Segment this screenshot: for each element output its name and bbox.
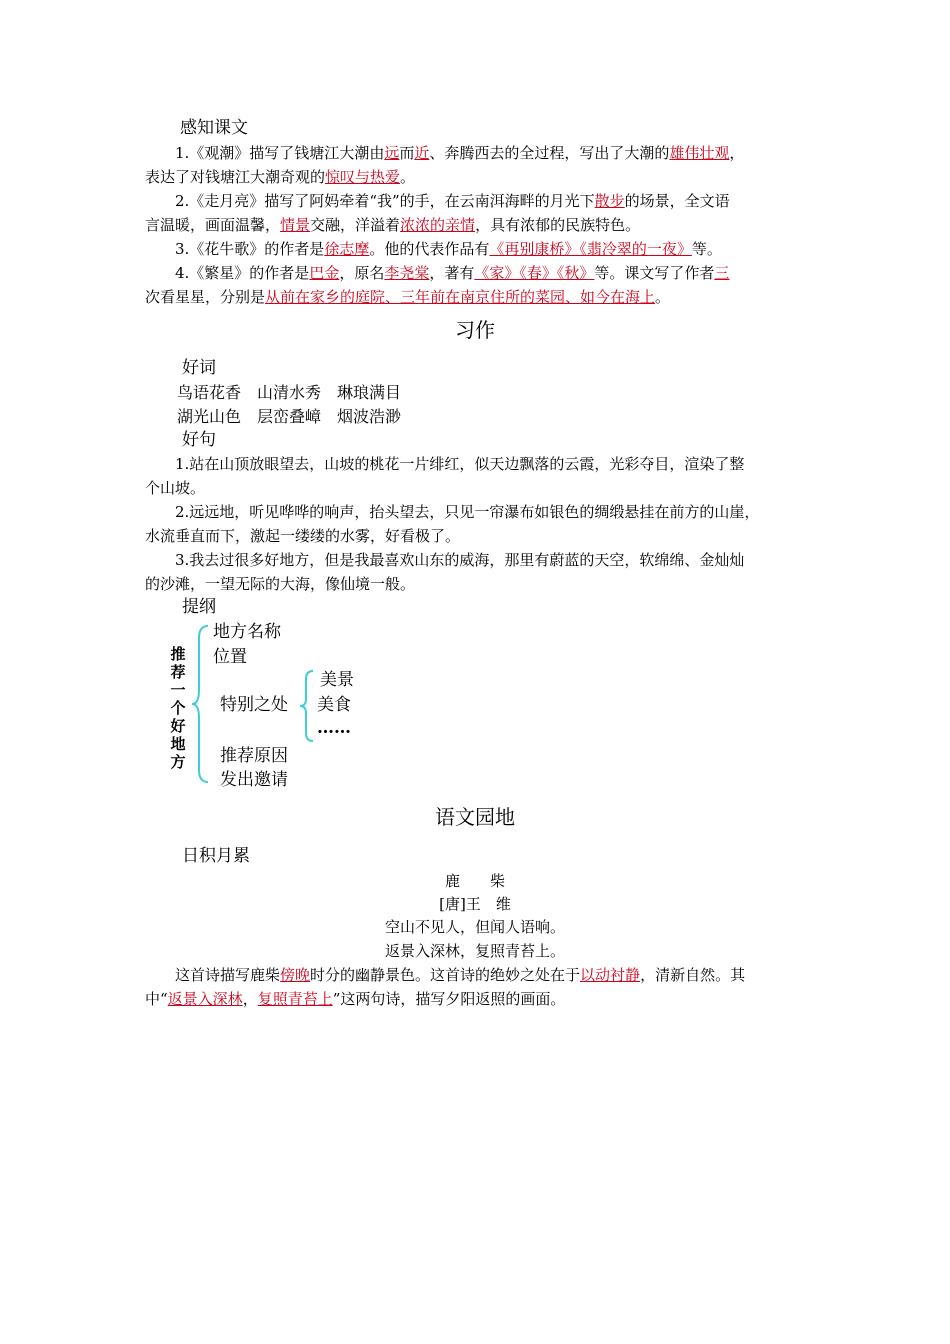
text-segment: ”这两句诗，描写夕阳返照的画面。 xyxy=(332,990,566,1008)
text-segment: 次看星星，分别是 xyxy=(145,288,266,306)
text-segment: 4.《繁星》的作者是 xyxy=(175,264,310,282)
outline-root-char: 荐 xyxy=(170,663,186,681)
text-segment: 。他的代表作品有 xyxy=(369,240,490,258)
text-segment: 、奔腾西去的全过程，写出了大潮的 xyxy=(429,144,670,162)
outline-item-reason: 推荐原因 xyxy=(220,746,288,766)
good-sentence-line: 2.远远地，听见哗哗的响声，抬头望去，只见一帘瀑布如银色的绸缎悬挂在前方的山崖， xyxy=(175,503,760,521)
text-segment: ， xyxy=(729,144,745,162)
answer-fill: 巴金 xyxy=(309,264,340,282)
daily-accumulation-heading: 日积月累 xyxy=(182,846,250,866)
outline-heading: 提纲 xyxy=(182,597,216,617)
text-segment: 言温暖，画面温馨， xyxy=(145,216,281,234)
answer-fill: 雄伟壮观 xyxy=(669,144,730,162)
outline-sub-scenery: 美景 xyxy=(320,670,354,690)
text-segment: 。 xyxy=(400,168,416,186)
outline-root-char: 方 xyxy=(170,753,186,771)
outline-root-char: 推 xyxy=(170,645,186,663)
text-segment: 等。课文写了作者 xyxy=(594,264,715,282)
outline-item-special: 特别之处 xyxy=(220,695,288,715)
rich-line xyxy=(175,261,835,285)
answer-fill: 情景 xyxy=(280,216,311,234)
good-sentence-line: 3.我去过很多好地方，但是我最喜欢山东的威海，那里有蔚蓝的天空，软绵绵、金灿灿 xyxy=(175,551,745,569)
answer-fill: 李尧棠 xyxy=(384,264,430,282)
outline-root-label xyxy=(168,645,188,771)
text-segment: ，原名 xyxy=(339,264,385,282)
text-segment: 。 xyxy=(655,288,671,306)
good-sentence-line: 1.站在山顶放眼望去，山坡的桃花一片绯红，似天边飘落的云霞，光彩夺目，渲染了整 xyxy=(175,455,745,473)
text-segment: 3.《花牛歌》的作者是 xyxy=(175,240,325,258)
section-heading-perceive: 感知课文 xyxy=(180,118,248,138)
outline-root-char: 个 xyxy=(170,699,186,717)
poem-author: [唐]王 维 xyxy=(439,895,511,913)
poem-line: 空山不见人，但闻人语响。 xyxy=(384,918,565,936)
brace-path xyxy=(192,626,208,782)
answer-fill: 《家》《春》《秋》 xyxy=(474,264,595,282)
text-segment: 2.《走月亮》描写了阿妈牵着“我”的手，在云南洱海畔的月光下 xyxy=(175,192,595,210)
good-sentence-line: 水流垂直而下，激起一缕缕的水雾，好看极了。 xyxy=(145,527,461,545)
text-segment: 中“ xyxy=(145,990,168,1008)
text-segment: 1.《观潮》描写了钱塘江大潮由 xyxy=(175,144,385,162)
rich-line xyxy=(145,213,805,237)
text-segment: 这首诗描写鹿柴 xyxy=(175,966,281,984)
section-title-garden: 语文园地 xyxy=(435,805,515,829)
rich-line xyxy=(175,963,835,987)
good-words-line: 鸟语花香 山清水秀 琳琅满目 xyxy=(177,383,402,402)
text-segment: ，清新自然。其 xyxy=(640,966,746,984)
outline-root-char: 一 xyxy=(170,681,186,699)
rich-line xyxy=(175,237,835,261)
good-words-line: 湖光山色 层峦叠嶂 烟波浩渺 xyxy=(177,407,402,426)
answer-fill: 三 xyxy=(714,264,730,282)
outline-item-name: 地方名称 xyxy=(213,622,281,642)
answer-fill: 以动衬静 xyxy=(580,966,641,984)
good-words-heading: 好词 xyxy=(182,358,216,378)
outline-sub-brace xyxy=(298,669,316,743)
text-segment: 交融，洋溢着 xyxy=(310,216,401,234)
text-segment: 而 xyxy=(399,144,415,162)
answer-fill: 傍晚 xyxy=(280,966,311,984)
text-segment: 的场景，全文语 xyxy=(624,192,730,210)
section-title-writing: 习作 xyxy=(455,318,495,342)
answer-fill: 徐志摩 xyxy=(324,240,370,258)
text-segment: 表达了对钱塘江大潮奇观的 xyxy=(145,168,326,186)
outline-sub-more: …… xyxy=(317,718,351,738)
answer-fill: 远 xyxy=(384,144,400,162)
good-sentence-line: 的沙滩，一望无际的大海，像仙境一般。 xyxy=(145,575,416,593)
text-segment: 等。 xyxy=(691,240,722,258)
answer-fill: 浓浓的亲情 xyxy=(400,216,476,234)
text-segment: 时分的幽静景色。这首诗的绝妙之处在于 xyxy=(310,966,581,984)
good-sentences-heading: 好句 xyxy=(182,430,216,450)
outline-sub-food: 美食 xyxy=(317,695,351,715)
text-segment: ，具有浓郁的民族特色。 xyxy=(475,216,641,234)
good-sentence-line: 个山坡。 xyxy=(145,479,206,497)
answer-fill: 散步 xyxy=(594,192,625,210)
outline-item-invite: 发出邀请 xyxy=(220,770,288,790)
rich-line xyxy=(145,165,805,189)
text-segment: ， xyxy=(242,990,258,1008)
answer-fill: 返景入深林 xyxy=(167,990,243,1008)
answer-fill: 近 xyxy=(414,144,430,162)
poem-title: 鹿 柴 xyxy=(444,872,505,890)
rich-line xyxy=(175,141,835,165)
answer-fill: 《再别康桥》《翡冷翠的一夜》 xyxy=(489,240,692,258)
rich-line xyxy=(145,987,805,1011)
text-segment: ，著有 xyxy=(429,264,475,282)
answer-fill: 惊叹与热爱 xyxy=(325,168,401,186)
answer-fill: 从前在家乡的庭院、三年前在南京住所的菜园、如今在海上 xyxy=(265,288,656,306)
brace-path xyxy=(300,671,313,741)
outline-root-char: 好 xyxy=(170,717,186,735)
outline-item-location: 位置 xyxy=(213,647,247,667)
outline-root-char: 地 xyxy=(170,735,186,753)
outline-main-brace xyxy=(190,624,212,784)
rich-line xyxy=(145,285,805,309)
poem-line: 返景入深林，复照青苔上。 xyxy=(384,942,565,960)
answer-fill: 复照青苔上 xyxy=(257,990,333,1008)
rich-line xyxy=(175,189,835,213)
